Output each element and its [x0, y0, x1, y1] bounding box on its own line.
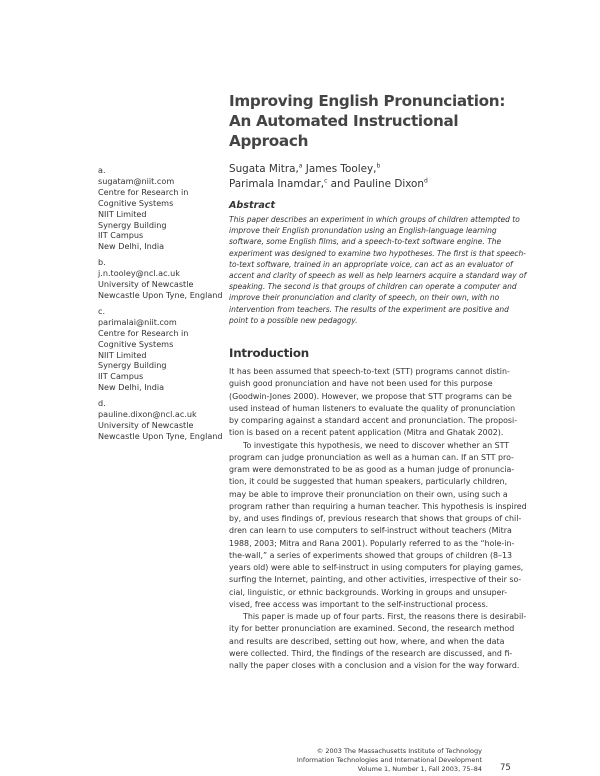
introduction-heading: Introduction — [229, 346, 309, 361]
body-line: gram were demonstrated to be as good as a human judge of pronuncia- — [229, 465, 515, 475]
body-line: surfing the Internet, painting, and other activities, irrespective of their so- — [229, 575, 522, 585]
affiliation-line: Synergy Building — [98, 219, 167, 230]
affiliation-line: IIT Campus — [98, 230, 144, 241]
affiliation-line: Newcastle Upon Tyne, England — [98, 289, 223, 300]
body-line: by, and uses findings of, previous research that shows that groups of chil- — [229, 514, 522, 524]
author-superscript: a — [298, 162, 303, 170]
author-affiliations — [98, 165, 228, 447]
footer-line: © 2003 The Massachusetts Institute of Technology — [316, 747, 482, 755]
author-list — [229, 162, 514, 192]
affiliation-block — [98, 257, 228, 301]
abstract-line: to-text software, trained in an appropriate voice, can act as an evaluator of — [229, 259, 513, 269]
body-line: tion, it could be suggested that human speakers, particularly children, — [229, 477, 508, 487]
abstract-line: improve their pronunciation and clarity of speech, on their own, with no — [229, 293, 500, 303]
affiliation-line: New Delhi, India — [98, 382, 165, 393]
body-line: tion is based on a recent patent application (Mitra and Ghatak 2002). — [229, 428, 504, 438]
body-line: guish good pronunciation and have not been used for this purpose — [229, 379, 493, 389]
title-line: An Automated Instructional — [229, 112, 459, 130]
affiliation-line: j.n.tooley@ncl.ac.uk — [98, 268, 180, 279]
abstract-line: point to a possible new pedagogy. — [229, 315, 358, 325]
author-name: and Pauline Dixon — [327, 178, 424, 190]
abstract-line: intervention from teachers. The results of the experiment are positive and — [229, 304, 509, 314]
abstract-line: accent and clarity of speech as well as help learners acquire a standard way of — [229, 271, 527, 281]
abstract-text — [229, 214, 527, 326]
abstract-line: experiment was designed to examine two hypotheses. The first is that speech- — [229, 248, 527, 258]
author-superscript: c — [324, 177, 328, 185]
body-line: program rather than requiring a human teacher. This hypothesis is inspired — [229, 501, 527, 511]
affiliation-line: Centre for Research in — [98, 186, 189, 197]
abstract-heading: Abstract — [229, 200, 276, 211]
affiliation-line: Cognitive Systems — [98, 197, 174, 208]
title-line: Improving English Pronunciation: — [229, 92, 506, 110]
body-line: by comparing against a standard accent and pronunciation. The proposi- — [229, 416, 518, 426]
affiliation-label: b. — [98, 257, 106, 268]
introduction-body — [229, 366, 527, 672]
article-main — [229, 91, 527, 672]
author-name: Sugata Mitra, — [229, 163, 299, 175]
author-name: James Tooley, — [302, 163, 377, 175]
footer-line: Volume 1, Number 1, Fall 2003, 75–84 — [357, 765, 482, 773]
body-line: vised, free access was important to the self-instructional process. — [229, 599, 489, 609]
affiliation-label: c. — [98, 305, 106, 316]
abstract-line: improve their English pronundation using an English-language learning — [229, 226, 497, 236]
affiliation-line: New Delhi, India — [98, 241, 165, 252]
affiliation-line: pauline.dixon@ncl.ac.uk — [98, 409, 197, 420]
author-superscript: b — [376, 162, 381, 170]
affiliation-block — [98, 165, 228, 252]
affiliation-line: Centre for Research in — [98, 327, 189, 338]
body-line: used instead of human listeners to evaluate the quality of pronunciation — [229, 403, 516, 413]
affiliation-line: parimalai@niit.com — [98, 316, 177, 327]
body-line: ity for better pronunciation are examined. Second, the research method — [229, 624, 515, 634]
affiliation-line: University of Newcastle — [98, 279, 194, 290]
body-line: and results are described, setting out how, where, and when the data — [229, 636, 505, 646]
affiliation-block — [98, 398, 228, 442]
affiliation-line: Cognitive Systems — [98, 338, 174, 349]
title-line: Approach — [229, 132, 309, 150]
author-superscript: d — [424, 177, 428, 185]
body-line: may be able to improve their pronunciation on their own, using such a — [229, 489, 508, 499]
author-name: Parimala Inamdar, — [229, 178, 325, 190]
affiliation-line: Synergy Building — [98, 360, 167, 371]
affiliation-line: sugatam@niit.com — [98, 175, 175, 186]
affiliation-label: a. — [98, 165, 106, 175]
body-line: To investigate this hypothesis, we need to discover whether an STT — [243, 440, 510, 450]
body-line: nally the paper closes with a conclusion and a vision for the way forward. — [229, 661, 520, 671]
affiliation-line: NIIT Limited — [98, 208, 147, 219]
body-line: years old) were able to self-instruct in using computers for playing games, — [229, 563, 524, 573]
body-line: (Goodwin-Jones 2000). However, we propose that STT programs can be — [229, 391, 512, 401]
body-line: the-wall,” a series of experiments showed that groups of children (8–13 — [229, 550, 513, 560]
abstract-line: speaking. The second is that groups of children can operate a computer and — [229, 282, 517, 292]
body-line: dren can learn to use computers to self-instruct without teachers (Mitra — [229, 526, 512, 536]
affiliation-line: University of Newcastle — [98, 419, 194, 430]
page-number: 75 — [500, 763, 511, 773]
abstract-line: This paper describes an experiment in which groups of children attempted to — [229, 215, 520, 224]
affiliation-line: NIIT Limited — [98, 349, 147, 360]
affiliation-label: d. — [98, 398, 106, 409]
affiliation-block — [98, 306, 228, 393]
body-line: 1988, 2003; Mitra and Rana 2001). Popularly referred to as the “hole-in- — [229, 538, 515, 548]
body-line: It has been assumed that speech-to-text (STT) programs cannot distin- — [229, 367, 510, 377]
body-line: were collected. Third, the findings of the research are discussed, and fi- — [229, 648, 513, 658]
article-title — [229, 91, 514, 151]
body-line: This paper is made up of four parts. First, the reasons there is desirabil- — [243, 612, 527, 622]
abstract-line: software, some English films, and a speech-to-text software engine. The — [229, 237, 502, 247]
body-line: cial, linguistic, or ethnic backgrounds. Working in groups and unsuper- — [229, 587, 508, 597]
affiliation-line: IIT Campus — [98, 371, 144, 382]
affiliation-line: Newcastle Upon Tyne, England — [98, 430, 223, 441]
body-line: program can judge pronunciation as well as a human can. If an STT pro- — [229, 452, 514, 462]
copyright-footer — [297, 747, 482, 774]
footer-line: Information Technologies and International Development — [296, 756, 482, 764]
